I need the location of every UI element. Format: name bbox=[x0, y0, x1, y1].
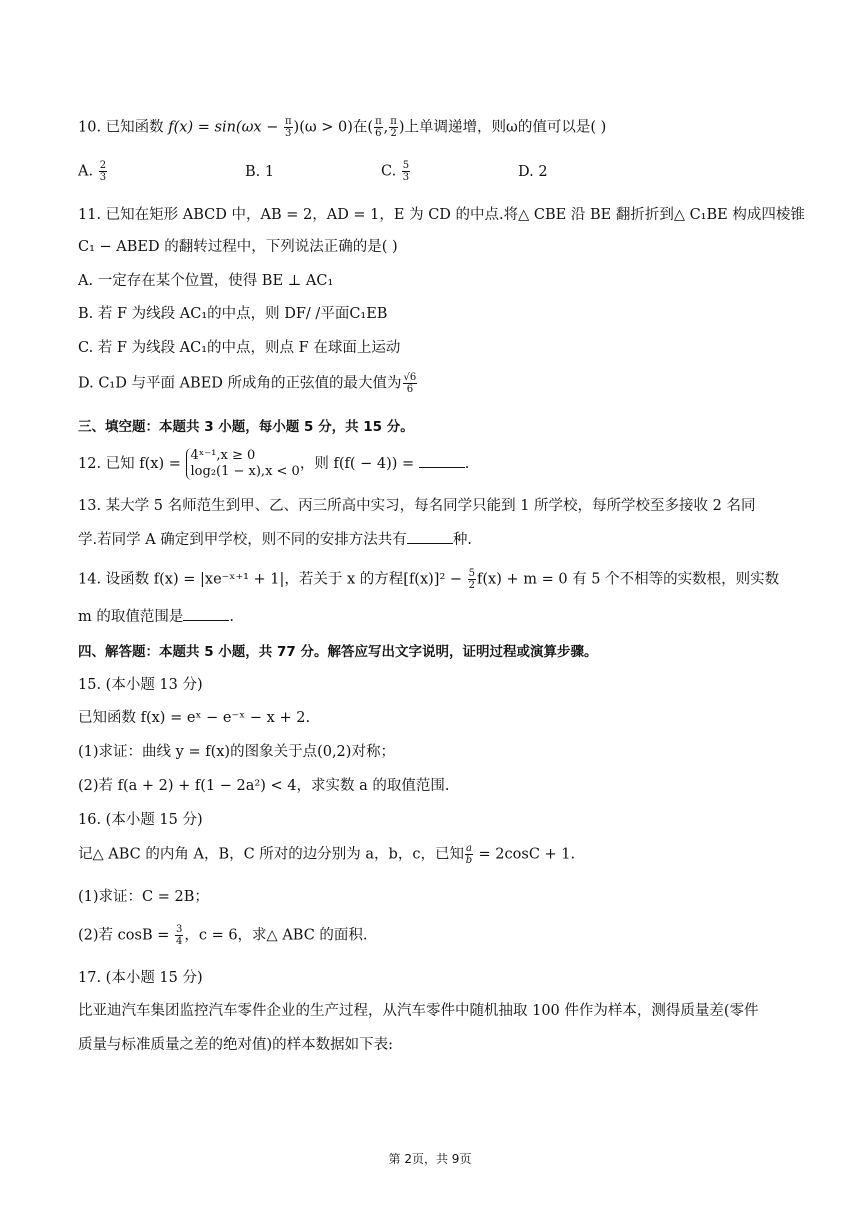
frac-numerator: 2 bbox=[99, 160, 107, 171]
q13-answer-blank bbox=[407, 529, 453, 544]
q14-line-1 bbox=[78, 568, 790, 591]
frac-denominator: 2 bbox=[468, 580, 476, 591]
frac-denominator: 3 bbox=[99, 172, 107, 183]
q10-frac-pi-6 bbox=[374, 116, 383, 139]
q17-line-1: 比亚迪汽车集团监控汽车零件企业的生产过程，从汽车零件中随机抽取 100 件作为样本，测得质量差(零件 bbox=[78, 1003, 759, 1019]
q13-line-2-pre: 学.若同学 A 确定到甲学校，则不同的安排方法共有 bbox=[78, 532, 407, 548]
option-label: C. bbox=[381, 163, 401, 180]
q14-line-2-pre: m 的取值范围是 bbox=[78, 609, 184, 625]
q16-stem-pre: 记△ ABC 的内角 A，B，C 所对的边分别为 a，b，c，已知 bbox=[78, 846, 464, 863]
frac-denominator: 3 bbox=[285, 128, 292, 139]
q14-line-2 bbox=[78, 606, 790, 628]
q11-option-d bbox=[78, 372, 790, 395]
q10-option-a-frac bbox=[99, 160, 107, 183]
q16-part-1: (1)求证：C = 2B； bbox=[78, 889, 209, 905]
q16-part-2 bbox=[78, 924, 790, 947]
q10-stem-mid: )(ω > 0)在( bbox=[293, 119, 374, 136]
frac-denominator: 4 bbox=[175, 936, 183, 947]
q10-option-d: D. 2 bbox=[518, 164, 548, 180]
q16-part-2-post: ，c = 6，求△ ABC 的面积. bbox=[184, 927, 368, 944]
q16-part-2-pre: (2)若 cosB = bbox=[78, 927, 174, 944]
q12-end: . bbox=[464, 456, 470, 472]
frac-numerator: √6 bbox=[403, 372, 417, 383]
q12 bbox=[78, 448, 790, 480]
frac-numerator: 3 bbox=[175, 924, 183, 935]
q10-option-c bbox=[381, 160, 411, 183]
q10-stem: 10. 已知函数 f(x) = sin(ωx − $\frac{\pi}{3}$ )(ω > 0)在( $\frac{\pi}{6}$ , $\frac{\pi}{2}$ )上单调递增，则ω的值可以是( ) bbox=[78, 116, 607, 139]
frac-denominator: 2 bbox=[390, 128, 397, 139]
q13-line-1: 13. 某大学 5 名师范生到甲、乙、丙三所高中实习，每名同学只能到 1 所学校，每所学校至多接收 2 名同 bbox=[78, 498, 756, 514]
q11-option-c: C. 若 F 为线段 AC₁的中点，则点 F 在球面上运动 bbox=[78, 340, 401, 356]
q10-stem-pre: 10. 已知函数 bbox=[78, 119, 169, 136]
q12-pre: 12. 已知 f(x) = bbox=[78, 456, 186, 472]
frac-numerator: π bbox=[375, 116, 382, 127]
q10-option-b: B. 1 bbox=[245, 164, 275, 180]
q14-line-1-pre: 14. 设函数 f(x) = |xe⁻ˣ⁺¹ + 1|，若关于 x 的方程[f(x)]² − bbox=[78, 571, 467, 588]
q16-frac-a-b bbox=[465, 843, 473, 866]
frac-denominator: 6 bbox=[406, 384, 414, 395]
q10-option-c-frac bbox=[402, 160, 410, 183]
q15-stem: 已知函数 f(x) = eˣ − e⁻ˣ − x + 2. bbox=[78, 710, 311, 726]
q10-stem-post: )上单调递增，则ω的值可以是( ) bbox=[398, 119, 607, 136]
q12-post: ，则 f(f( − 4)) = bbox=[299, 456, 419, 472]
frac-denominator: 6 bbox=[375, 128, 382, 139]
section-4-heading: 四、解答题：本题共 5 小题，共 77 分。解答应写出文字说明，证明过程或演算步骤。 bbox=[78, 644, 598, 660]
q15-part-2: (2)若 f(a + 2) + f(1 − 2a²) < 4，求实数 a 的取值范围. bbox=[78, 778, 450, 794]
q14-line-2-end: . bbox=[229, 609, 234, 625]
q15-heading: 15. (本小题 13 分) bbox=[78, 677, 203, 693]
q12-case-1: 4ˣ⁻¹,x ≥ 0 bbox=[190, 448, 256, 463]
q10-option-a bbox=[78, 160, 108, 183]
frac-denominator: 3 bbox=[402, 172, 410, 183]
q14-answer-blank bbox=[183, 606, 229, 621]
q11-option-d-text: D. C₁D 与平面 ABED 所成角的正弦值的最大值为 bbox=[78, 375, 402, 392]
q11-line-1: 11. 已知在矩形 ABCD 中，AB = 2，AD = 1，E 为 CD 的中点.将△ CBE 沿 BE 翻折折到△ C₁BE 构成四棱锥 bbox=[78, 207, 805, 223]
q16-frac-3-4 bbox=[175, 924, 183, 947]
q12-case-2: log₂(1 − x),x < 0 bbox=[190, 464, 300, 479]
q14-line-1-post: f(x) + m = 0 有 5 个不相等的实数根，则实数 bbox=[477, 571, 780, 588]
frac-denominator: b bbox=[465, 855, 473, 866]
q10-function: f(x) = sin(ωx − bbox=[168, 119, 283, 136]
q13-line-2 bbox=[78, 529, 790, 551]
frac-numerator: π bbox=[390, 116, 397, 127]
q10-frac-pi-2 bbox=[389, 116, 398, 139]
q16-stem bbox=[78, 843, 790, 866]
q14-frac bbox=[468, 568, 476, 591]
q17-heading: 17. (本小题 15 分) bbox=[78, 970, 203, 986]
q11-line-2: C₁ − ABED 的翻转过程中，下列说法正确的是( ) bbox=[78, 239, 398, 255]
q12-answer-blank bbox=[419, 453, 465, 468]
q11-option-a: A. 一定存在某个位置，使得 BE ⊥ AC₁ bbox=[78, 273, 334, 289]
q12-piecewise bbox=[186, 448, 300, 480]
q17-line-2: 质量与标准质量之差的绝对值)的样本数据如下表: bbox=[78, 1037, 394, 1053]
q11-option-b: B. 若 F 为线段 AC₁的中点，则 DF/ /平面C₁EB bbox=[78, 306, 388, 322]
frac-numerator: 5 bbox=[402, 160, 410, 171]
frac-numerator: a bbox=[465, 843, 472, 854]
frac-numerator: 5 bbox=[468, 568, 476, 579]
page-footer: 第 2页，共 9页 bbox=[388, 1152, 472, 1166]
q16-stem-post: = 2cosC + 1. bbox=[473, 846, 576, 863]
q11-option-d-frac bbox=[403, 372, 418, 395]
q15-part-1: (1)求证：曲线 y = f(x)的图象关于点(0,2)对称； bbox=[78, 744, 395, 760]
q16-heading: 16. (本小题 15 分) bbox=[78, 812, 203, 828]
option-label: A. bbox=[78, 163, 98, 180]
q13-line-2-post: 种. bbox=[452, 532, 472, 548]
q10-frac-pi-3 bbox=[284, 116, 293, 139]
frac-numerator: π bbox=[284, 116, 292, 127]
section-3-heading: 三、填空题：本题共 3 小题，每小题 5 分，共 15 分。 bbox=[78, 419, 414, 435]
